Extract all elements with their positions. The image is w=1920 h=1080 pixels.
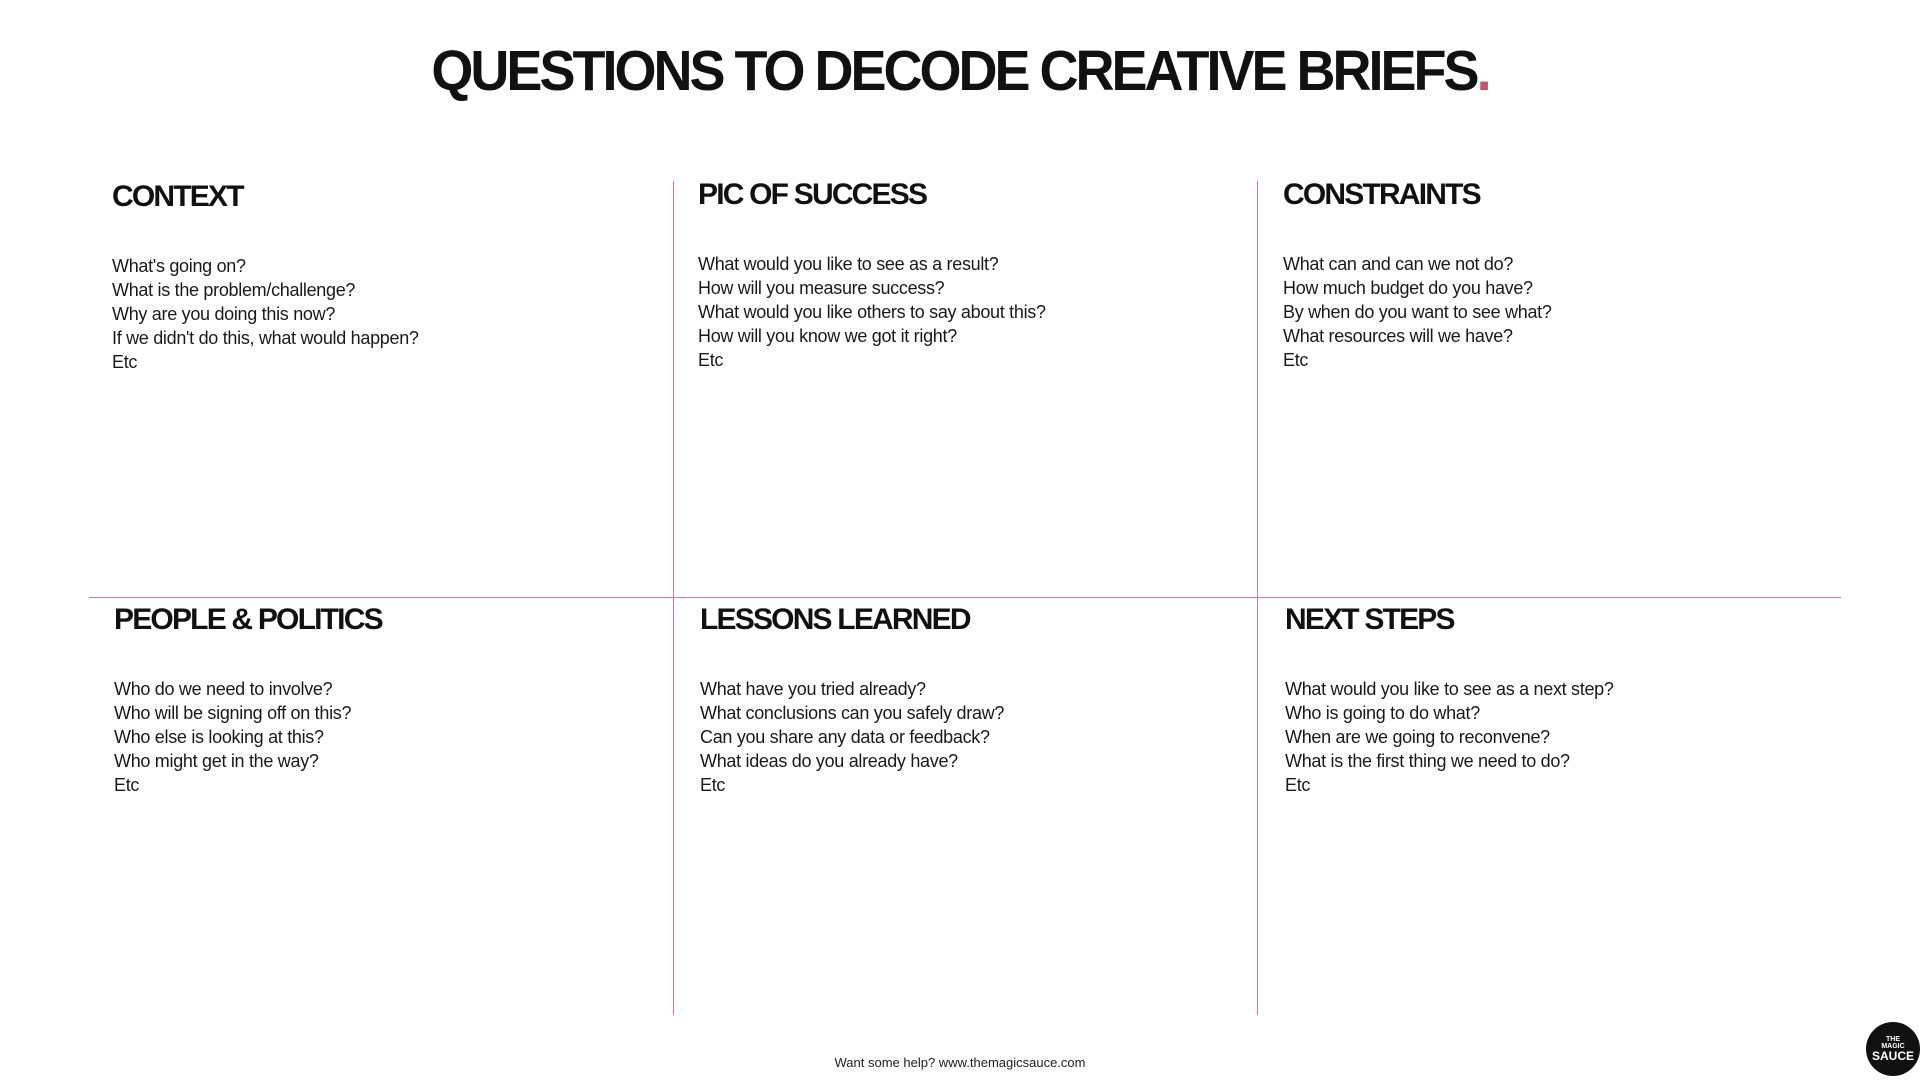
list-item: Why are you doing this now? — [112, 304, 336, 324]
logo-text-line2: MAGIC — [1881, 1043, 1905, 1050]
list-item: How will you measure success? — [698, 278, 945, 298]
list-item: Etc — [114, 775, 140, 795]
section-heading: NEXT STEPS — [1285, 603, 1454, 636]
question-list — [112, 254, 632, 374]
list-item: Who do we need to involve? — [114, 679, 333, 699]
list-item: When are we going to reconvene? — [1285, 727, 1550, 747]
list-item: How will you know we got it right? — [698, 326, 957, 346]
question-list — [700, 677, 1220, 797]
list-item: Who else is looking at this? — [114, 727, 324, 747]
section-lessons-learned — [700, 603, 1220, 797]
magic-sauce-logo-icon — [1866, 1022, 1920, 1076]
list-item: What would you like to see as a next step? — [1285, 679, 1614, 699]
list-item: What can and can we not do? — [1283, 254, 1514, 274]
logo-text-line3: SAUCE — [1871, 1049, 1914, 1063]
section-heading: CONSTRAINTS — [1283, 178, 1480, 211]
divider-vertical-left — [673, 181, 674, 1015]
section-pic-of-success — [698, 178, 1218, 372]
question-list — [114, 677, 634, 797]
list-item: What have you tried already? — [700, 679, 926, 699]
page-title-text: QUESTIONS TO DECODE CREATIVE BRIEFS — [431, 39, 1477, 103]
list-item: What would you like others to say about this? — [698, 302, 1046, 322]
list-item: Etc — [1285, 775, 1311, 795]
list-item: What's going on? — [112, 256, 246, 276]
list-item: Can you share any data or feedback? — [700, 727, 990, 747]
section-heading: CONTEXT — [112, 180, 243, 213]
list-item: Etc — [700, 775, 726, 795]
list-item: How much budget do you have? — [1283, 278, 1533, 298]
list-item: If we didn't do this, what would happen? — [112, 328, 419, 348]
list-item: What resources will we have? — [1283, 326, 1513, 346]
section-heading: PIC OF SUCCESS — [698, 178, 927, 211]
question-list — [1283, 252, 1803, 372]
section-heading: LESSONS LEARNED — [700, 603, 970, 636]
list-item: Who is going to do what? — [1285, 703, 1480, 723]
list-item: Etc — [112, 352, 138, 372]
list-item: What is the problem/challenge? — [112, 280, 356, 300]
list-item: Etc — [698, 350, 724, 370]
list-item: Who will be signing off on this? — [114, 703, 352, 723]
list-item: What would you like to see as a result? — [698, 254, 999, 274]
list-item: Who might get in the way? — [114, 751, 319, 771]
section-next-steps — [1285, 603, 1805, 797]
question-list — [698, 252, 1218, 372]
list-item: Etc — [1283, 350, 1309, 370]
logo-text-line1: THE — [1886, 1036, 1900, 1043]
divider-horizontal — [89, 597, 1841, 598]
footer-help-text: Want some help? www.themagicsauce.com — [834, 1055, 1086, 1070]
section-people-politics — [114, 603, 634, 797]
title-accent-dot: . — [1476, 39, 1489, 103]
section-context — [112, 180, 632, 374]
list-item: What conclusions can you safely draw? — [700, 703, 1005, 723]
divider-vertical-right — [1257, 181, 1258, 1015]
section-constraints — [1283, 178, 1803, 372]
page-title — [0, 38, 1920, 103]
section-heading: PEOPLE & POLITICS — [114, 603, 382, 636]
list-item: What is the first thing we need to do? — [1285, 751, 1570, 771]
question-list — [1285, 677, 1805, 797]
list-item: What ideas do you already have? — [700, 751, 958, 771]
list-item: By when do you want to see what? — [1283, 302, 1552, 322]
